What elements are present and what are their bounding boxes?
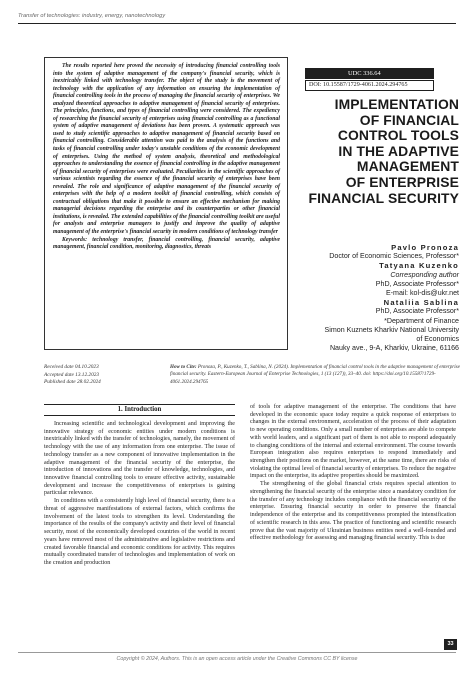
udc-label: UDC 336.64	[305, 68, 434, 79]
cite-text: Pronoza, P., Kuzenko, T., Sablina, N. (2024). Implementation of financial control tools in the adaptive management of enterprise financial security. Eastern-European Journal of Enterprise Technologies, 1 (13 (127)), 33–40. doi: https://doi.org/10.15587/1729-4061.2024.294765	[170, 364, 460, 385]
keywords-text: technology transfer, financial controlling, financial security, adaptive management, financial condition, monitoring, diagnostics, threats	[53, 236, 280, 251]
author-email[interactable]: E-mail: kol-dis@ukr.net	[385, 289, 459, 298]
title-line: MANAGEMENT	[356, 158, 459, 175]
body-paragraph: of tools for adaptive management of the enterprise. The conditions that have developed in the economic space today require a quick response of enterprises to changes in the external environment, acceleration of the process of their adaptation to new operating conditions. Only a small number of enterprises are able to compete with world leaders, and a significant part of them is not able to respond adequately to changing conditions of the internal and external environment. The course towards European integration also requires enterprises to respond immediately and strengthen their positions on the market, however, at the same time, there are risks of violating the optimal level of financial security of enterprises. To reduce the negative impact on the enterprise, its adaptive properties should be maximized.	[250, 404, 456, 480]
university: of Economics	[416, 335, 459, 344]
title-line: OF FINANCIAL	[359, 111, 459, 128]
article-history	[44, 364, 154, 387]
department: *Department of Finance	[384, 316, 459, 325]
title-line: OF ENTERPRISE	[345, 173, 459, 190]
published-date: Published date 28.02.2024	[44, 379, 101, 385]
running-header: Transfer of technologies: industry, energy, nanotechnology	[18, 13, 166, 19]
keywords-paragraph	[53, 237, 280, 252]
body-paragraph: The strengthening of the global financial crisis requires special attention to strengthening the financial security of the enterprise since a mandatory condition for the transfer of any technology includes compliance with the financial security of the enterprise. Ensuring financial security in order to preserve the financial independence of the enterprise and its competitiveness prompted the intensification of scientific research in this area. The practice of functioning and scientific research prove that the vast majority of Ukrainian business entities need a well-founded and effective methodology for assessing and managing financial security. This is due	[250, 481, 456, 542]
author-name: Nataliia Sablina	[383, 298, 459, 308]
article-title	[285, 97, 459, 206]
page-number: 33	[444, 639, 457, 650]
body-paragraph: In conditions with a consistently high level of financial security, there is a threat of aggressive manifestations of external factors, which confirms the involvement of the latest tools to strengthen its level. Understanding the importance of the results of the company's activity and their level of financial security, most of the economically developed countries of the world in recent years have removed most of the administrative and legislative restrictions and created favorable financial and economic conditions for activity. This requires mutually coordinated transfer of technologies and implementation of work on the creation and production	[44, 498, 235, 566]
author-name: Tatyana Kuzenko	[379, 261, 459, 271]
how-to-cite	[170, 364, 463, 386]
author-block	[282, 243, 459, 353]
doi-label[interactable]: DOI: 10.15587/1729-4061.2024.294765	[305, 80, 434, 91]
corresponding-author-note: Corresponding author	[390, 270, 459, 279]
author-name: Pavlo Pronoza	[391, 243, 459, 252]
title-line: IMPLEMENTATION	[334, 96, 459, 112]
accepted-date: Accepted date 13.12.2023	[44, 371, 100, 378]
title-line: CONTROL TOOLS	[337, 127, 459, 144]
author-degree: PhD, Associate Professor*	[375, 307, 459, 316]
university: Simon Kuznets Kharkiv National University	[324, 325, 459, 334]
right-column	[250, 404, 456, 543]
footer-rule	[18, 652, 456, 653]
abstract-body: The results reported here proved the necessity of introducing financial controlling tools into the system of adaptive management of the company's financial security, which is inextricably linked with technology transfer. The object of the study is the movement of technology with the application of any information on ensuring the implementation of financial controlling tools in the process of managing the financial security of enterprises. We analyzed theoretical approaches to adaptive management of financial security of enterprises. The principles, functions, and types of financial controlling were considered. The expediency of researching the financial security of enterprises using financial controlling as a functional system of adaptive management of deviations has been proven. A systematic approach was used to study scientific approaches to adaptive management of financial security based on financial controlling. Considerable attention was paid to the analysis of the functions and tasks of financial controlling under today's unstable conditions of the economic development of enterprises. Using the method of system analysis, theoretical and methodological approaches to understanding the essence of financial controlling in the adaptive management of financial security of enterprises were evaluated. Peculiarities in the scientific approaches of various scientists regarding the essence of the financial security of enterprises have been revealed. The role and significance of adaptive management of the financial security of enterprises with the help of a modern toolkit of financial controlling, which consists of contractual obligations that make it possible to ensure an effective mechanism for making managerial decisions regarding the enterprise and its counterparties or other financial institutions, is revealed. The extended capabilities of the financial controlling toolkit are useful for analysts and enterprise managers to justify and improve the quality of adaptive management of the enterprise's financial security in modern conditions of technology transfer	[53, 63, 280, 236]
abstract-text	[53, 63, 280, 237]
abstract-box	[44, 57, 288, 350]
title-line: IN THE ADAPTIVE	[338, 142, 459, 159]
received-date: Received date 04.10.2023	[44, 364, 99, 370]
copyright-footer: Copyright © 2024, Authors. This is an open access article under the Creative Commons CC BY license	[116, 656, 358, 662]
title-line: FINANCIAL SECURITY	[308, 189, 459, 206]
author-degree: Doctor of Economic Sciences, Professor*	[329, 252, 459, 261]
section-heading: 1. Introduction	[44, 404, 235, 416]
keywords-label: Keywords:	[62, 236, 88, 243]
address: Nauky ave., 9-A, Kharkiv, Ukraine, 61166	[329, 344, 459, 353]
left-column	[44, 404, 235, 568]
body-paragraph: Increasing scientific and technological development and improving the innovative strategy of economic entities under modern conditions is inextricably linked with the transfer of technologies, namely, the movement of technology with the use of any information from one enterprise. The issue of technology transfer as a new component of innovative implementation in the adaptive management of the financial security of the enterprise, the introduction of innovations and the transfer of knowledge, technologies, and innovative financial controlling tools to ensure effective activity, sustainable development and increase the competitiveness of enterprises is gaining particular relevance.	[44, 421, 235, 497]
author-degree: PhD, Associate Professor*	[375, 279, 459, 288]
cite-label: How to Cite:	[170, 364, 197, 370]
header-rule	[18, 23, 456, 24]
